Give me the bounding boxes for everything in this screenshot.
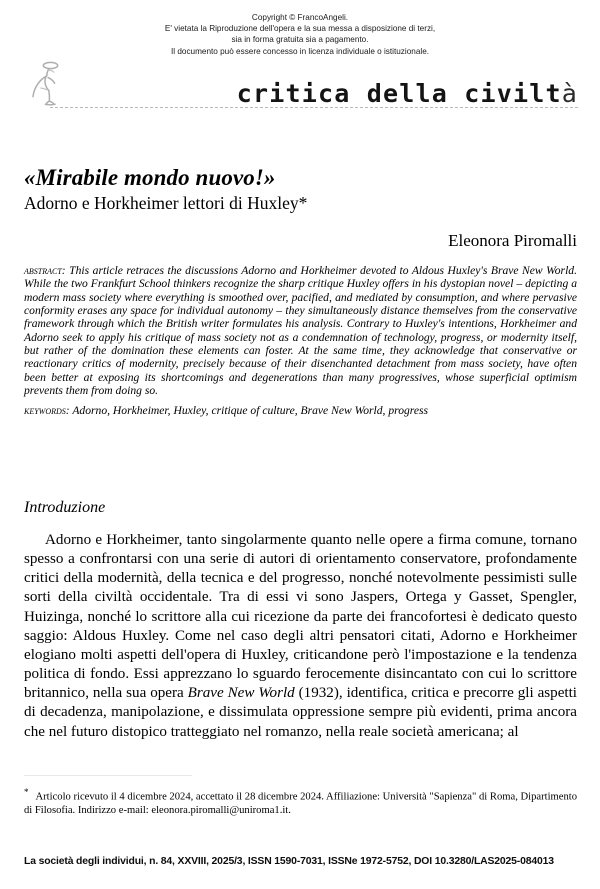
copyright-line-1: Copyright © FrancoAngeli. (251, 13, 349, 22)
keywords-paragraph (24, 404, 577, 417)
abstract-block (24, 264, 577, 418)
book-title-brave-new-world: Brave New World (187, 685, 295, 702)
author-name: Eleonora Piromalli (448, 231, 577, 250)
journal-citation-footer: La società degli individui, n. 84, XXVIII, 2025/3, ISSN 1590-7031, ISSNe 1972-5752, DOI 10.3280/LAS2025-084013 (24, 856, 554, 867)
title-block (24, 165, 576, 214)
body-text (24, 531, 577, 742)
copyright-line-2: E' vietata la Riproduzione dell'opera e la sua messa a disposizione di terzi, (164, 24, 436, 34)
footnote-divider (24, 775, 192, 776)
copyright-line-4: Il documento può essere concesso in licenza individuale o istituzionale. (170, 46, 430, 56)
article-title: «Mirabile mondo nuovo!» (24, 165, 276, 190)
standing-figure-sketch-logo (22, 58, 78, 110)
masthead-title (237, 81, 578, 106)
abstract-paragraph (24, 264, 577, 397)
copyright-notice (0, 12, 600, 57)
abstract-label: abstract: (24, 264, 66, 277)
footnote-marker: * (24, 787, 29, 797)
keywords-label: keywords: (24, 404, 70, 418)
footnote-1 (24, 786, 577, 817)
keywords-text: Adorno, Horkheimer, Huxley, critique of culture, Brave New World, progress (72, 404, 429, 418)
abstract-text: This article retraces the discussions Adorno and Horkheimer devoted to Aldous Huxley's Brave New World. While the two Frankfurt School thinkers recognize the sharp critique Huxley offers in his dystopian novel – depicting a modern mass society where everything is smoothed over, pacified, and mediated by consumption, and where pervasive conformity erases any space for individual autonomy – they simultaneously distance themselves from the conservative framework through which the British writer formulates his analysis. Contrary to Huxley's intentions, Horkheimer and Adorno seek to apply his critique of mass society not as a condemnation of technology, progress, or modernity itself, but rather of the domination these elements can foster. At the same time, they acknowledge that conservative or reactionary critics of modernity, precisely because of their disenchanted detachment from mass society, have often been better at exposing its shortcomings and degenerations than many progressives, whose superficial optimism prevents them from doing so. (24, 264, 577, 398)
masthead-title-bold: critica della ci (236, 79, 497, 108)
masthead-title-tail: à (561, 79, 578, 108)
article-subtitle: Adorno e Horkheimer lettori di Huxley* (24, 193, 308, 213)
body-paragraph-1-part-1: Adorno e Horkheimer, tanto singolarmente quanto nelle opere a firma comune, tornano spesso a confrontarsi con una serie di autori di orientamento conservatore, profondamente critici della modernità, della tecnica e del progresso, nonché notevolmente pessimisti sulle sorti della civiltà occidentale. Tra di essi vi sono Jaspers, Ortega y Gasset, Spengler, Huizinga, nonché lo scrittore alla cui ricezione da parte dei francofortesi è dedicato questo saggio: Aldous Huxley. Come nel caso degli altri pensatori citati, Adorno e Horkheimer elogiano molti aspetti dell'opera di Huxley, criticandone però l'impostazione e la tendenza politica di fondo. Essi apprezzano lo sguardo ferocemente disincantato con cui lo scrittore britannico, nella sua opera (24, 532, 577, 702)
footnote-block (24, 786, 577, 817)
journal-masthead (22, 58, 578, 116)
section-heading-introduzione: Introduzione (24, 499, 106, 516)
footnote-text: Articolo ricevuto il 4 dicembre 2024, accettato il 28 dicembre 2024. Affiliazione: Università "Sapienza" di Roma, Dipartimento di Filosofia. Indirizzo e-mail: eleonora.piromalli@uniroma1.it. (24, 791, 577, 816)
body-paragraph-1 (24, 531, 577, 742)
copyright-line-3: sia in forma gratuita sia a pagamento. (231, 35, 369, 45)
masthead-title-mid: vilt (496, 79, 562, 108)
body-paragraph-1-part-2: (1932), identifica, critica e precorre gli aspetti di decadenza, manipolazione, e dissimulata oppressione sempre più evidenti, prima ancora che nel futuro distopico tratteggiato nel romanzo, nella reale società americana; al (24, 685, 577, 740)
